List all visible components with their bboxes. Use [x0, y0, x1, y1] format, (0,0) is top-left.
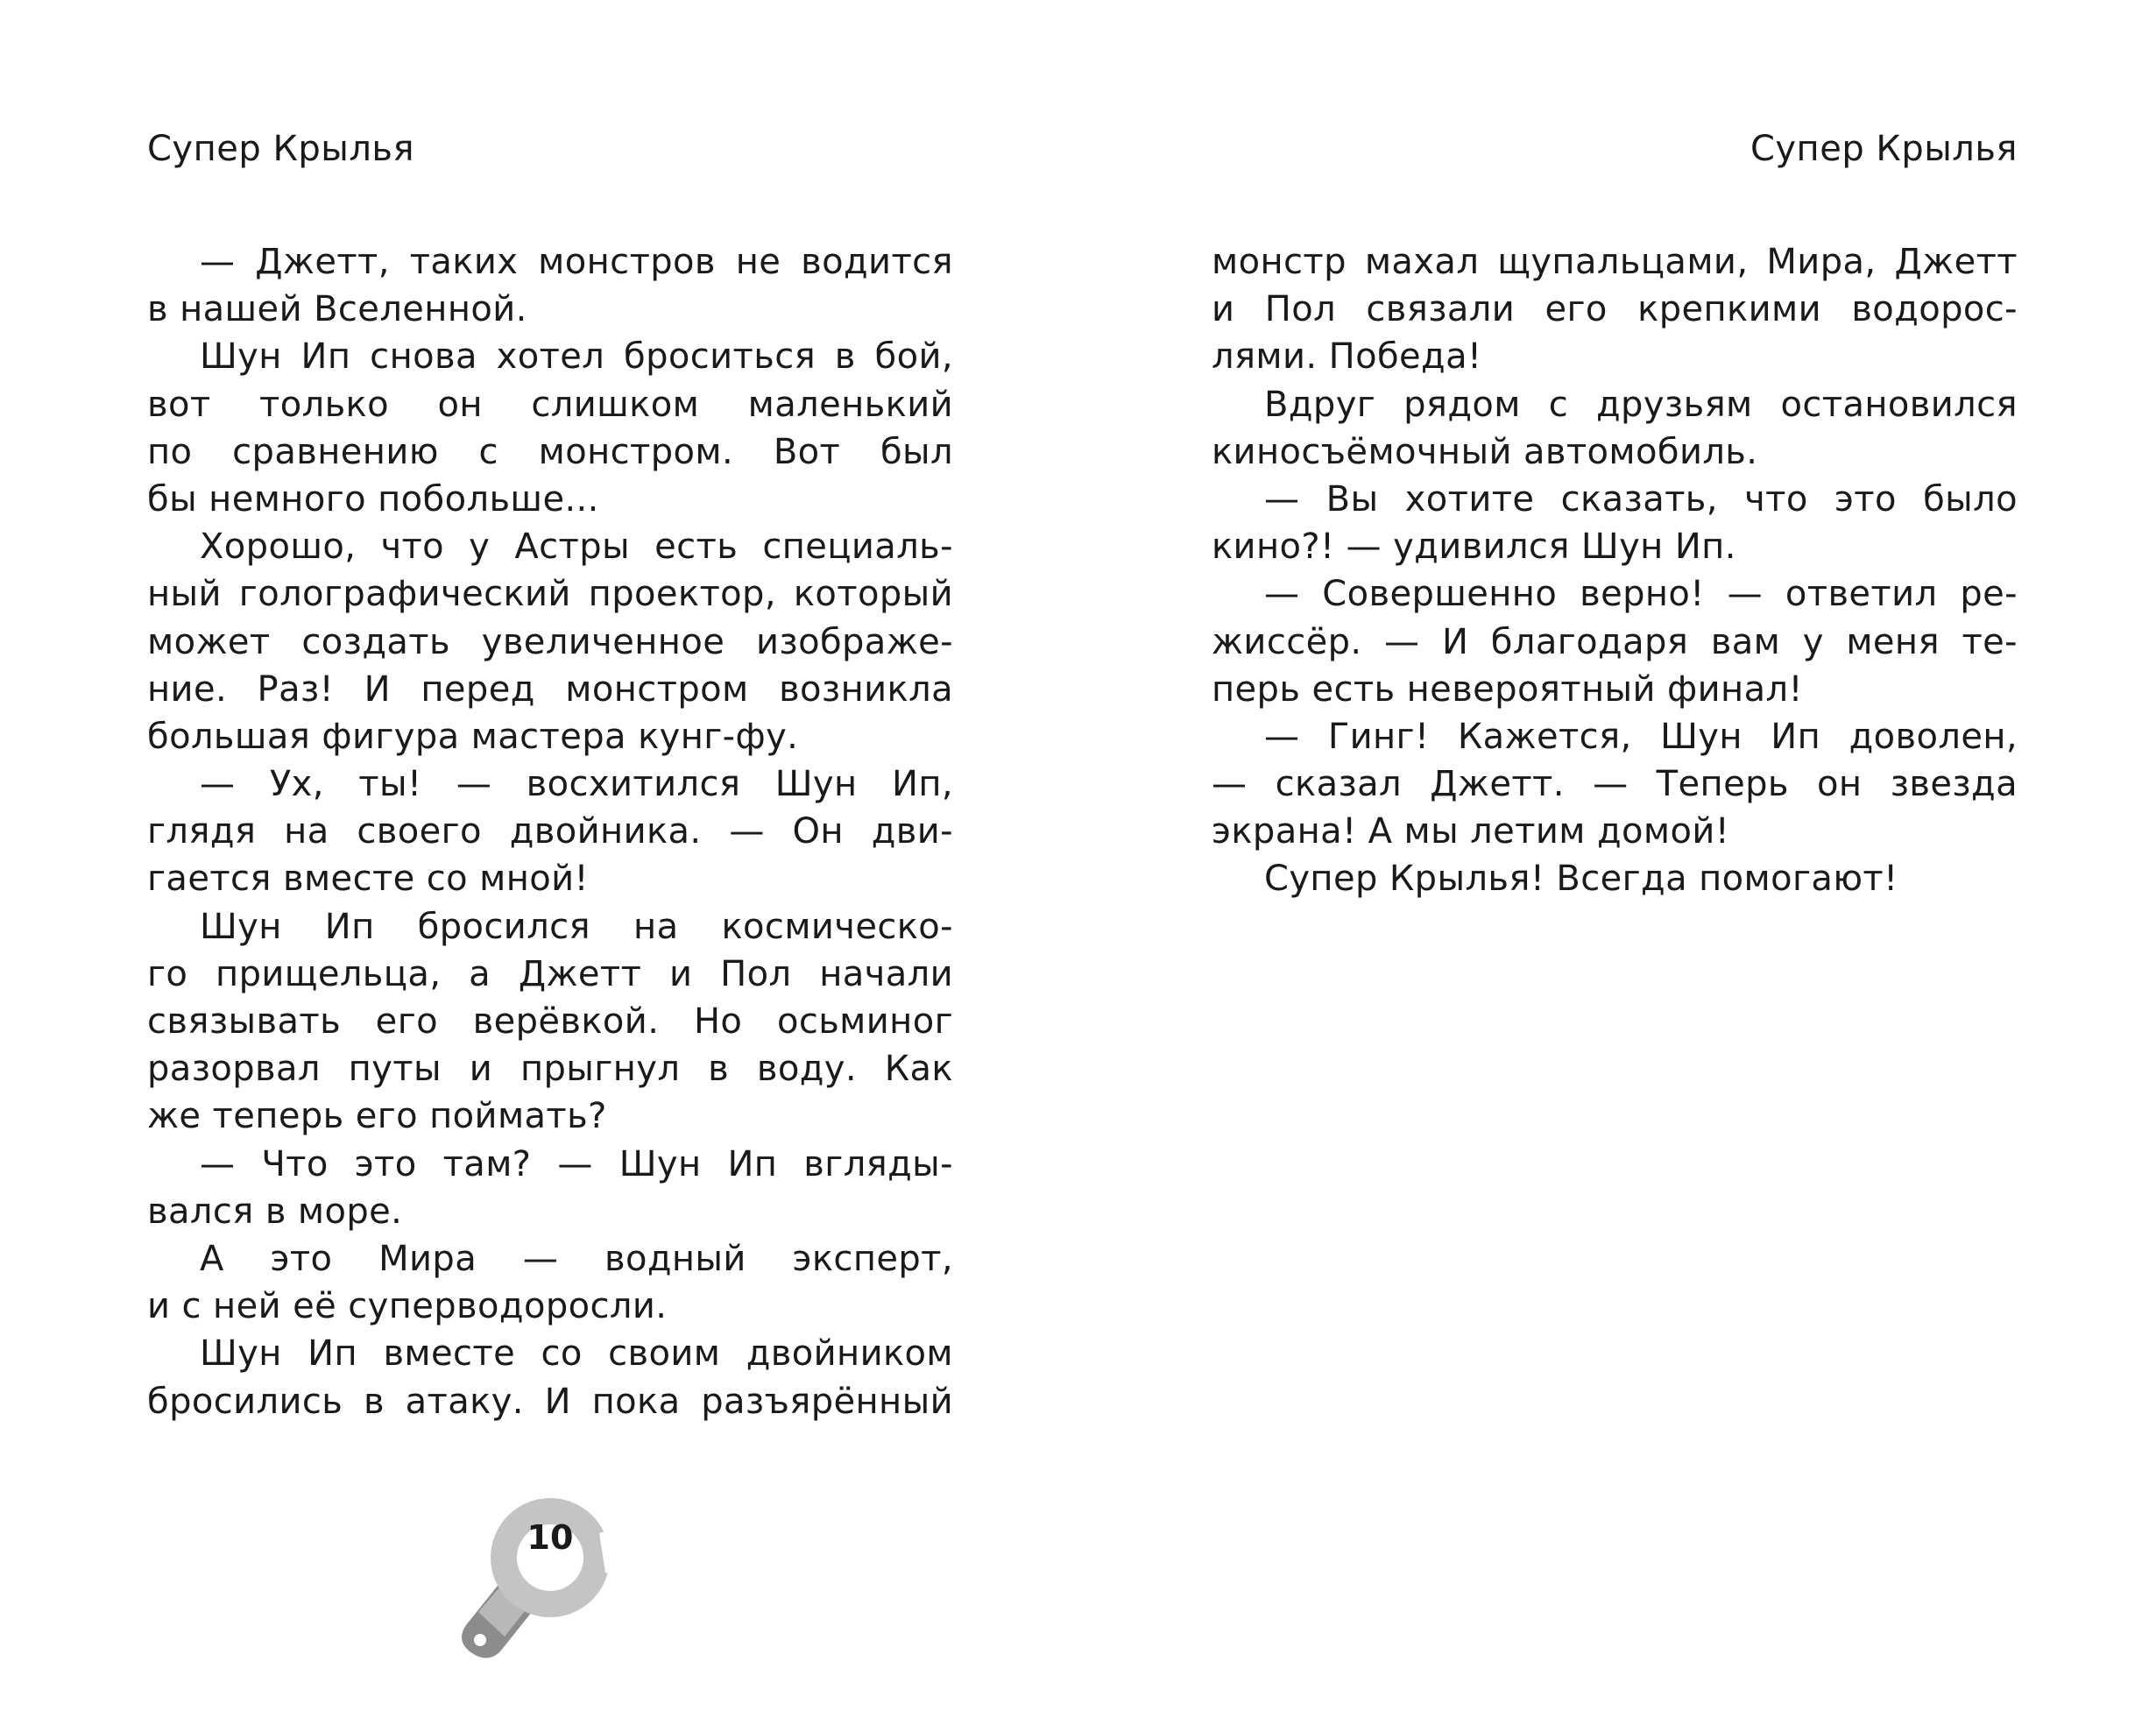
text-line: ный голографический проектор, который [147, 574, 953, 615]
text-line: Шун Ип бросился на космическо- [200, 906, 953, 947]
text-line: Вдруг рядом с друзьям остановился [1264, 384, 2018, 425]
text-line: — Что это там? — Шун Ип вгляды- [200, 1143, 953, 1184]
text-line: перь есть невероятный финал! [1212, 668, 1803, 710]
text-line: го прищельца, а Джетт и Пол начали [147, 953, 953, 994]
running-head-left: Супер Крылья [147, 129, 415, 169]
text-line: и с ней её суперводоросли. [147, 1286, 668, 1327]
text-line: кино?! — удивился Шун Ип. [1212, 527, 1736, 568]
text-line: — Совершенно верно! — ответил ре- [1264, 574, 2018, 615]
text-line: жиссёр. — И благодаря вам у меня те- [1212, 621, 2018, 662]
text-line: разорвал путы и прыгнул в воду. Как [147, 1049, 953, 1090]
text-line: связывать его верёвкой. Но осьминог [147, 1001, 953, 1042]
text-line: глядя на своего двойника. — Он дви- [147, 811, 953, 852]
text-line: — Гинг! Кажется, Шун Ип доволен, [1264, 716, 2018, 757]
text-line: вался в море. [147, 1191, 403, 1232]
text-line: монстр махал щупальцами, Мира, Джетт [1212, 242, 2018, 282]
text-line: ние. Раз! И перед монстром возникла [147, 668, 953, 710]
text-line: Шун Ип снова хотел броситься в бой, [200, 336, 953, 378]
page-number: 10 [527, 1518, 574, 1557]
text-line: и Пол связали его крепкими водорос- [1212, 289, 2018, 330]
left-column-text [147, 238, 953, 1425]
text-line: по сравнению с монстром. Вот был [147, 431, 953, 472]
text-line: вот только он слишком маленький [147, 384, 953, 425]
wrench-hole [474, 1634, 486, 1646]
text-line: — Джетт, таких монстров не водится [200, 242, 953, 282]
running-head-right: Супер Крылья [1750, 129, 2018, 169]
text-line: бросились в атаку. И пока разъярённый [147, 1381, 953, 1422]
text-line: — Ух, ты! — восхитился Шун Ип, [200, 764, 953, 805]
text-line: — сказал Джетт. — Теперь он звезда [1212, 764, 2018, 805]
text-line: А это Мира — водный эксперт, [200, 1238, 953, 1279]
text-line: гается вместе со мной! [147, 859, 589, 900]
text-line: же теперь его поймать? [147, 1096, 607, 1137]
text-line: — Вы хотите сказать, что это было [1264, 478, 2018, 520]
text-line: лями. Победа! [1212, 336, 1482, 378]
text-line: бы немного побольше... [147, 478, 599, 520]
text-line: киносъёмочный автомобиль. [1212, 431, 1758, 472]
text-line: большая фигура мастера кунг-фу. [147, 716, 799, 757]
text-line: Шун Ип вместе со своим двойником [200, 1333, 953, 1375]
text-line: в нашей Вселенной. [147, 289, 527, 330]
right-column-text [1212, 238, 2018, 903]
text-line: может создать увеличенное изображе- [147, 621, 953, 662]
text-line: Супер Крылья! Всегда помогают! [1264, 859, 1898, 900]
text-line: Хорошо, что у Астры есть специаль- [200, 527, 953, 568]
text-line: экрана! А мы летим домой! [1212, 811, 1730, 852]
